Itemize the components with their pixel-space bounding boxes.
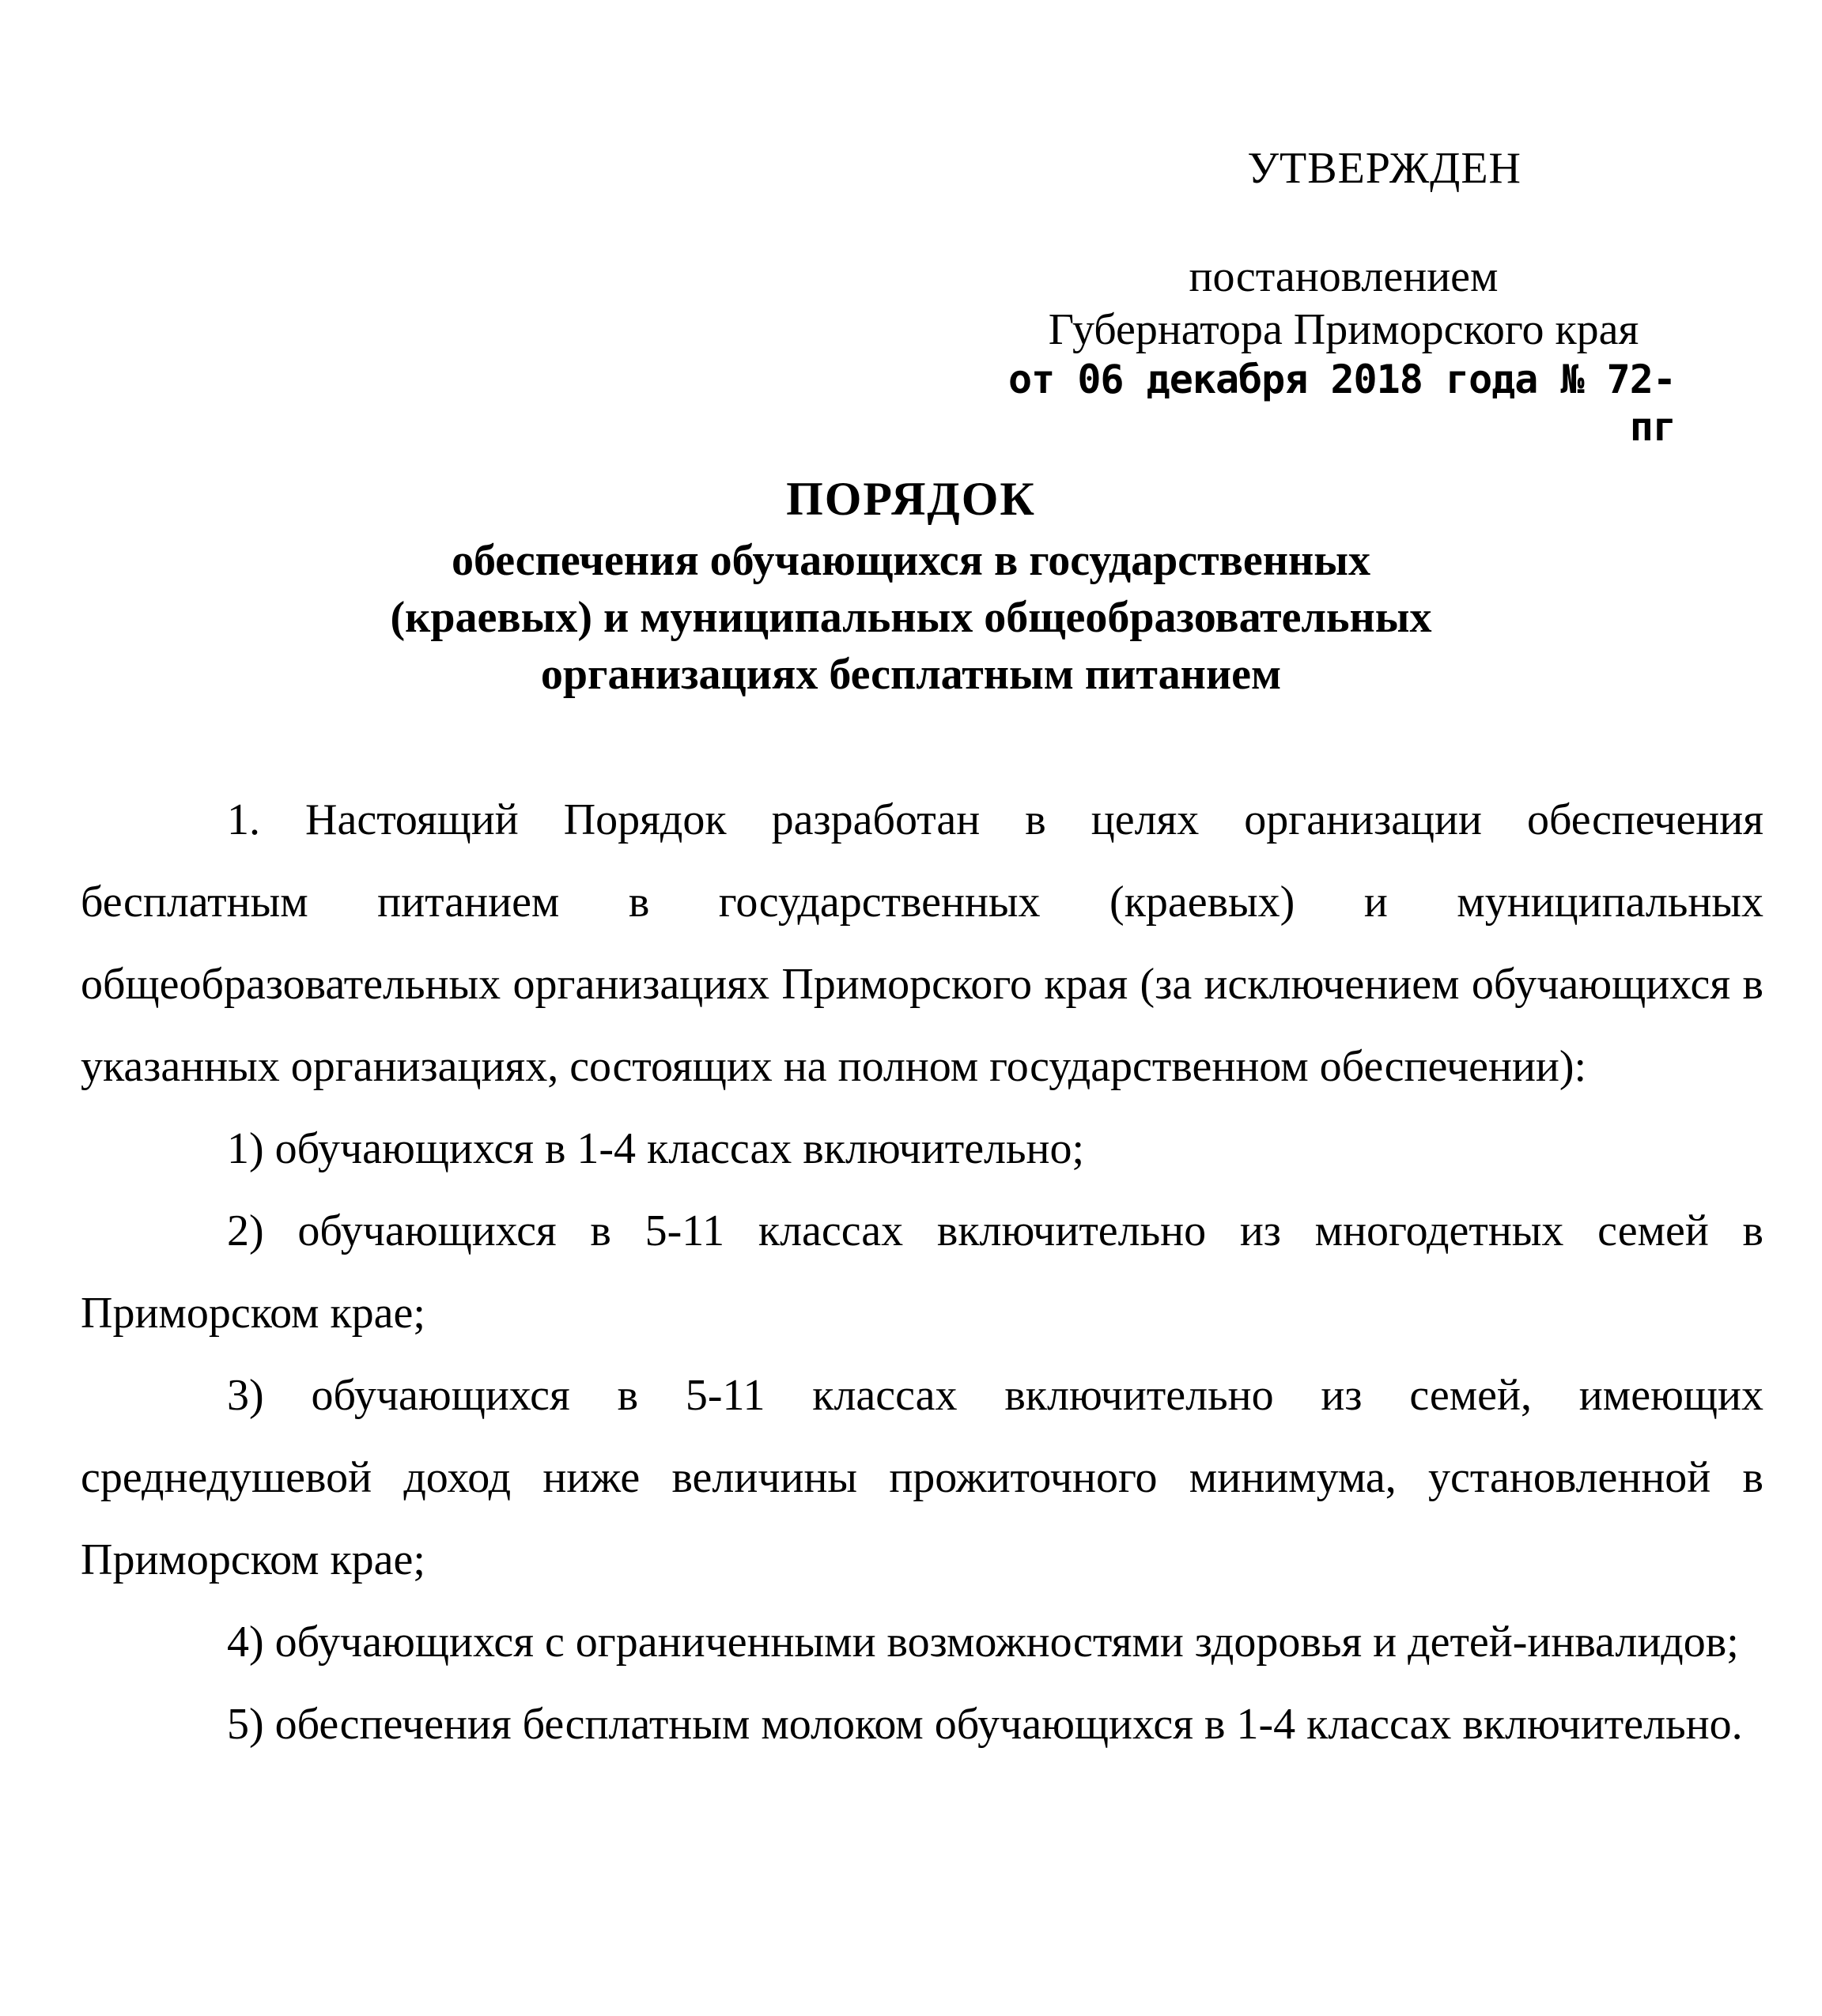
title-line-3: организациях бесплатным питанием [540, 650, 1282, 699]
approved-label: УТВЕРЖДЕН [1247, 144, 1521, 193]
list-item-3: 3) обучающихся в 5-11 классах включительно из семей, имеющих среднедушевой доход ниже величины прожиточного минимума, установленной в Приморском крае; [81, 1371, 1763, 1584]
list-item-2: 2) обучающихся в 5-11 классах включительно из многодетных семей в Приморском крае; [81, 1206, 1763, 1338]
document-title [0, 470, 1822, 703]
registration-stamp: от 06 декабря 2018 года № 72-пг [1008, 356, 1676, 450]
approval-line-2: Губернатора Приморского края [1048, 305, 1639, 355]
document-body [81, 779, 1763, 1765]
list-item-1: 1) обучающихся в 1-4 классах включительно; [227, 1124, 1085, 1173]
paragraph-1: 1. Настоящий Порядок разработан в целях организации обеспечения бесплатным питанием в государственных (краевых) и муниципальных общеобразовательных организациях Приморского края (за исключением обучающихся в указанных организациях, состоящих на полном государственном обеспечении): [81, 795, 1763, 1091]
list-item-4: 4) обучающихся с ограниченными возможностями здоровья и детей-инвалидов; [227, 1618, 1739, 1667]
title-line-1: обеспечения обучающихся в государственных [451, 536, 1371, 585]
title-main: ПОРЯДОК [786, 473, 1036, 525]
list-item-5: 5) обеспечения бесплатным молоком обучающихся в 1-4 классах включительно. [227, 1700, 1743, 1749]
approval-block [988, 142, 1699, 451]
title-line-2: (краевых) и муниципальных общеобразовательных [390, 593, 1432, 642]
approval-line-1: постановлением [1189, 252, 1499, 302]
